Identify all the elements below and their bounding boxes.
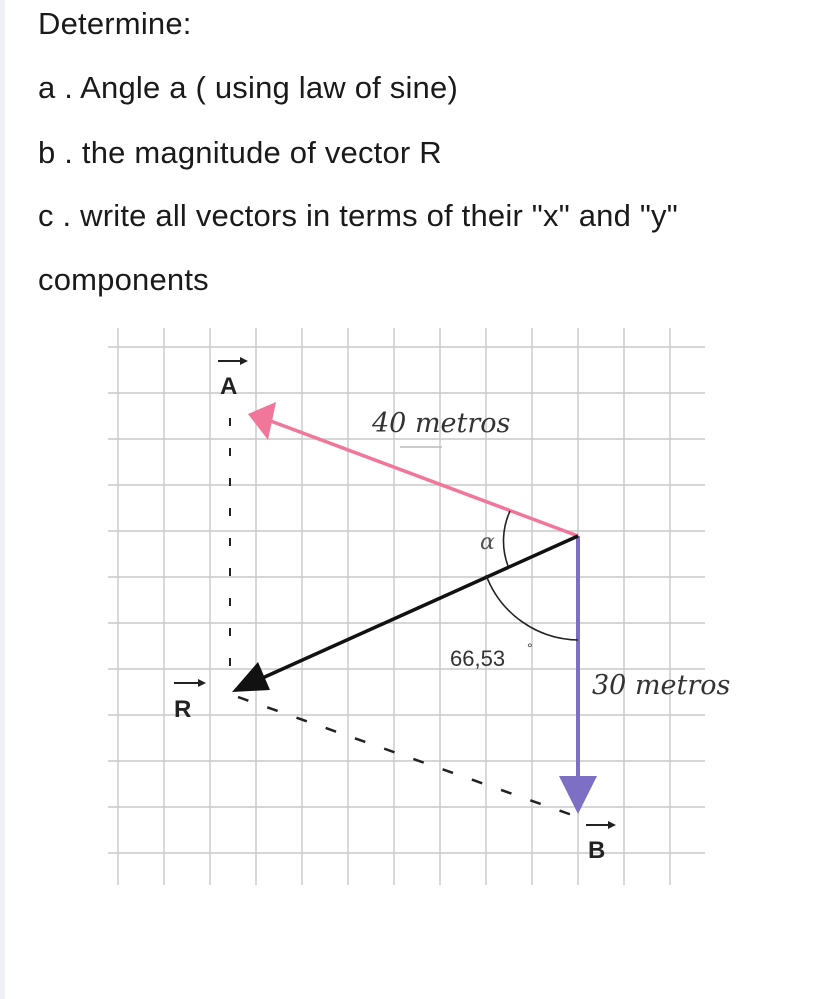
angle-value-label: 66,53 [450,646,506,671]
vector-b-magnitude-label: 30 metros [592,670,731,701]
question-part-a: a . Angle a ( using law of sine) [38,70,458,105]
degree-symbol: ° [527,640,533,656]
vector-r-arrowhead [232,662,270,692]
vector-a-arrowhead [248,402,276,440]
angle-arc-alpha [503,511,510,566]
vector-r-label: R [174,696,192,723]
vector-b-arrowhead [559,776,597,814]
question-part-c-continued: components [38,262,209,297]
question-part-b: b . the magnitude of vector R [38,135,442,170]
vector-r-line [258,536,578,680]
question-heading: Determine: [38,6,192,41]
vector-b-label: B [588,837,606,864]
vector-r-name [174,679,206,723]
vector-b-name [586,821,616,864]
vector-a-magnitude-label: 40 metros [372,408,511,439]
question-part-c: c . write all vectors in terms of their "x" and "y" [38,198,678,233]
angle-alpha-label: α [480,530,495,555]
vector-a-label: A [220,373,238,400]
